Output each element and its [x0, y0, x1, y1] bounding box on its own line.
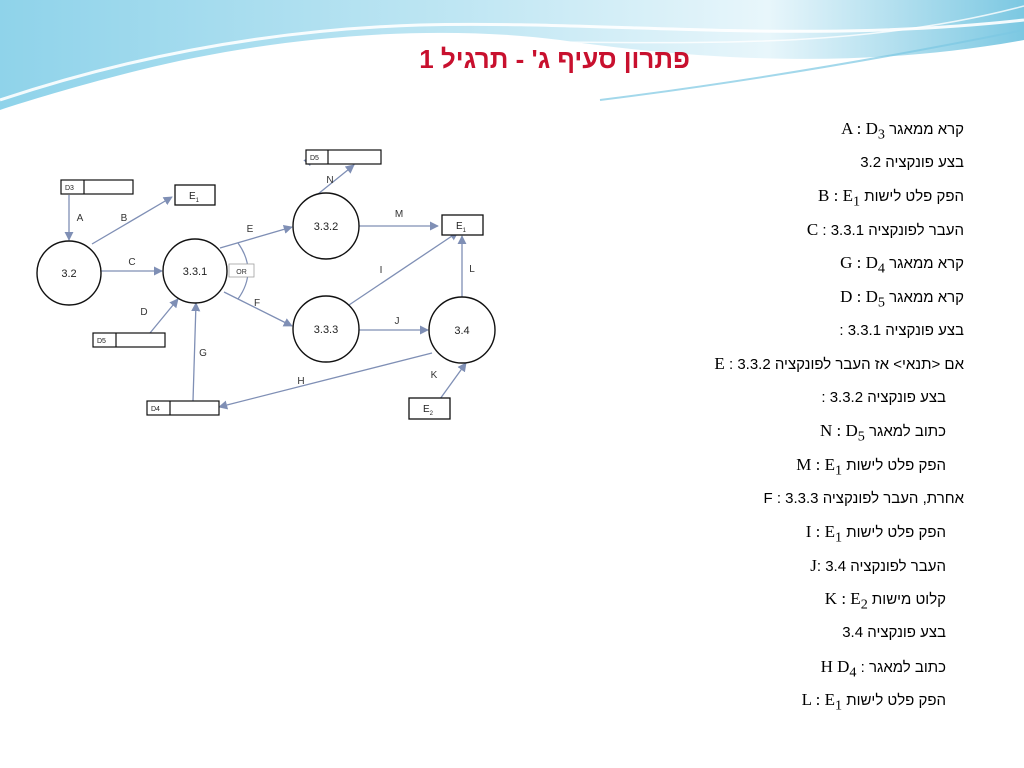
process-3-4-label: 3.4	[454, 325, 470, 337]
step-6: קרא ממאגר D : $D_5$	[840, 286, 964, 311]
step-13: הפק פלט לישות I : $E_1$	[805, 522, 946, 546]
flow-label-f: F	[253, 298, 261, 309]
flow-label-a: A	[76, 213, 84, 224]
step-5: קרא ממאגר G : $D_4$	[840, 253, 964, 277]
flow-label-c: C	[128, 257, 136, 268]
flow-label-m: M	[394, 209, 404, 220]
store-d5-left-label: D5	[97, 338, 106, 345]
flow-label-l: L	[469, 264, 475, 275]
flow-n	[318, 165, 354, 194]
step-2: בצע פונקציה 3.2	[860, 153, 964, 171]
flow-e	[220, 227, 292, 248]
process-3-3-3-label: 3.3.3	[313, 324, 339, 336]
step-17: כתוב למאגר : H $D_4$	[820, 656, 946, 680]
flow-label-n: N	[326, 175, 334, 186]
step-18: הפק פלט לישות L : $E_1$	[801, 690, 946, 714]
step-9: בצע פונקציה 3.3.2 :	[821, 388, 946, 406]
step-3: הפק פלט לישות B : $E_1$	[818, 186, 964, 210]
flow-label-b: B	[120, 213, 128, 224]
step-1: קרא ממאגר A : $D_3$	[841, 119, 964, 143]
process-3-3-2-label: 3.3.2	[313, 221, 339, 233]
flow-g	[193, 303, 196, 401]
step-14: העבר לפונקציה 3.4 :J	[810, 555, 946, 575]
flow-label-d: D	[140, 307, 148, 318]
step-4: העבר לפונקציה 3.3.1 : C	[806, 219, 964, 239]
step-16: בצע פונקציה 3.4	[842, 623, 946, 641]
step-12: אחרת, העבר לפונקציה F : 3.3.3	[763, 489, 964, 507]
flow-label-j: J	[394, 316, 400, 327]
process-3-2-label: 3.2	[61, 268, 77, 280]
flow-i	[349, 232, 458, 305]
flow-b	[92, 197, 172, 244]
flow-k	[440, 363, 466, 399]
store-d3-label: D3	[65, 185, 74, 192]
step-7: בצע פונקציה 3.3.1 :	[839, 321, 964, 339]
step-10: כתוב למאגר N : $D_5$	[819, 421, 946, 445]
step-8: אם <תנאי> אז העבר לפונקציה 3.3.2 : E	[714, 354, 964, 374]
process-3-3-1-label: 3.3.1	[182, 266, 208, 278]
store-d5-top-label: D5	[310, 155, 319, 162]
flow-d	[150, 299, 178, 333]
slide-title: פתרון סעיף ג' - תרגיל 1	[419, 44, 690, 74]
flow-label-i: I	[379, 265, 383, 276]
flow-label-g: G	[199, 348, 207, 359]
store-d4-label: D4	[151, 406, 160, 413]
step-15: קלוט מישות K : $E_2$	[824, 589, 946, 613]
entity-e1-right-label: $E_1$	[456, 221, 467, 234]
procedure-steps	[484, 112, 964, 717]
entity-e1-left-label: $E_1$	[189, 191, 200, 204]
flow-label-e: E	[246, 224, 254, 235]
or-label: OR	[236, 269, 247, 276]
step-11: הפק פלט לישות M : $E_1$	[796, 454, 946, 479]
entity-e2-label: $E_2$	[423, 404, 434, 417]
flow-label-k: K	[430, 370, 438, 381]
flow-label-h: H	[297, 376, 305, 387]
